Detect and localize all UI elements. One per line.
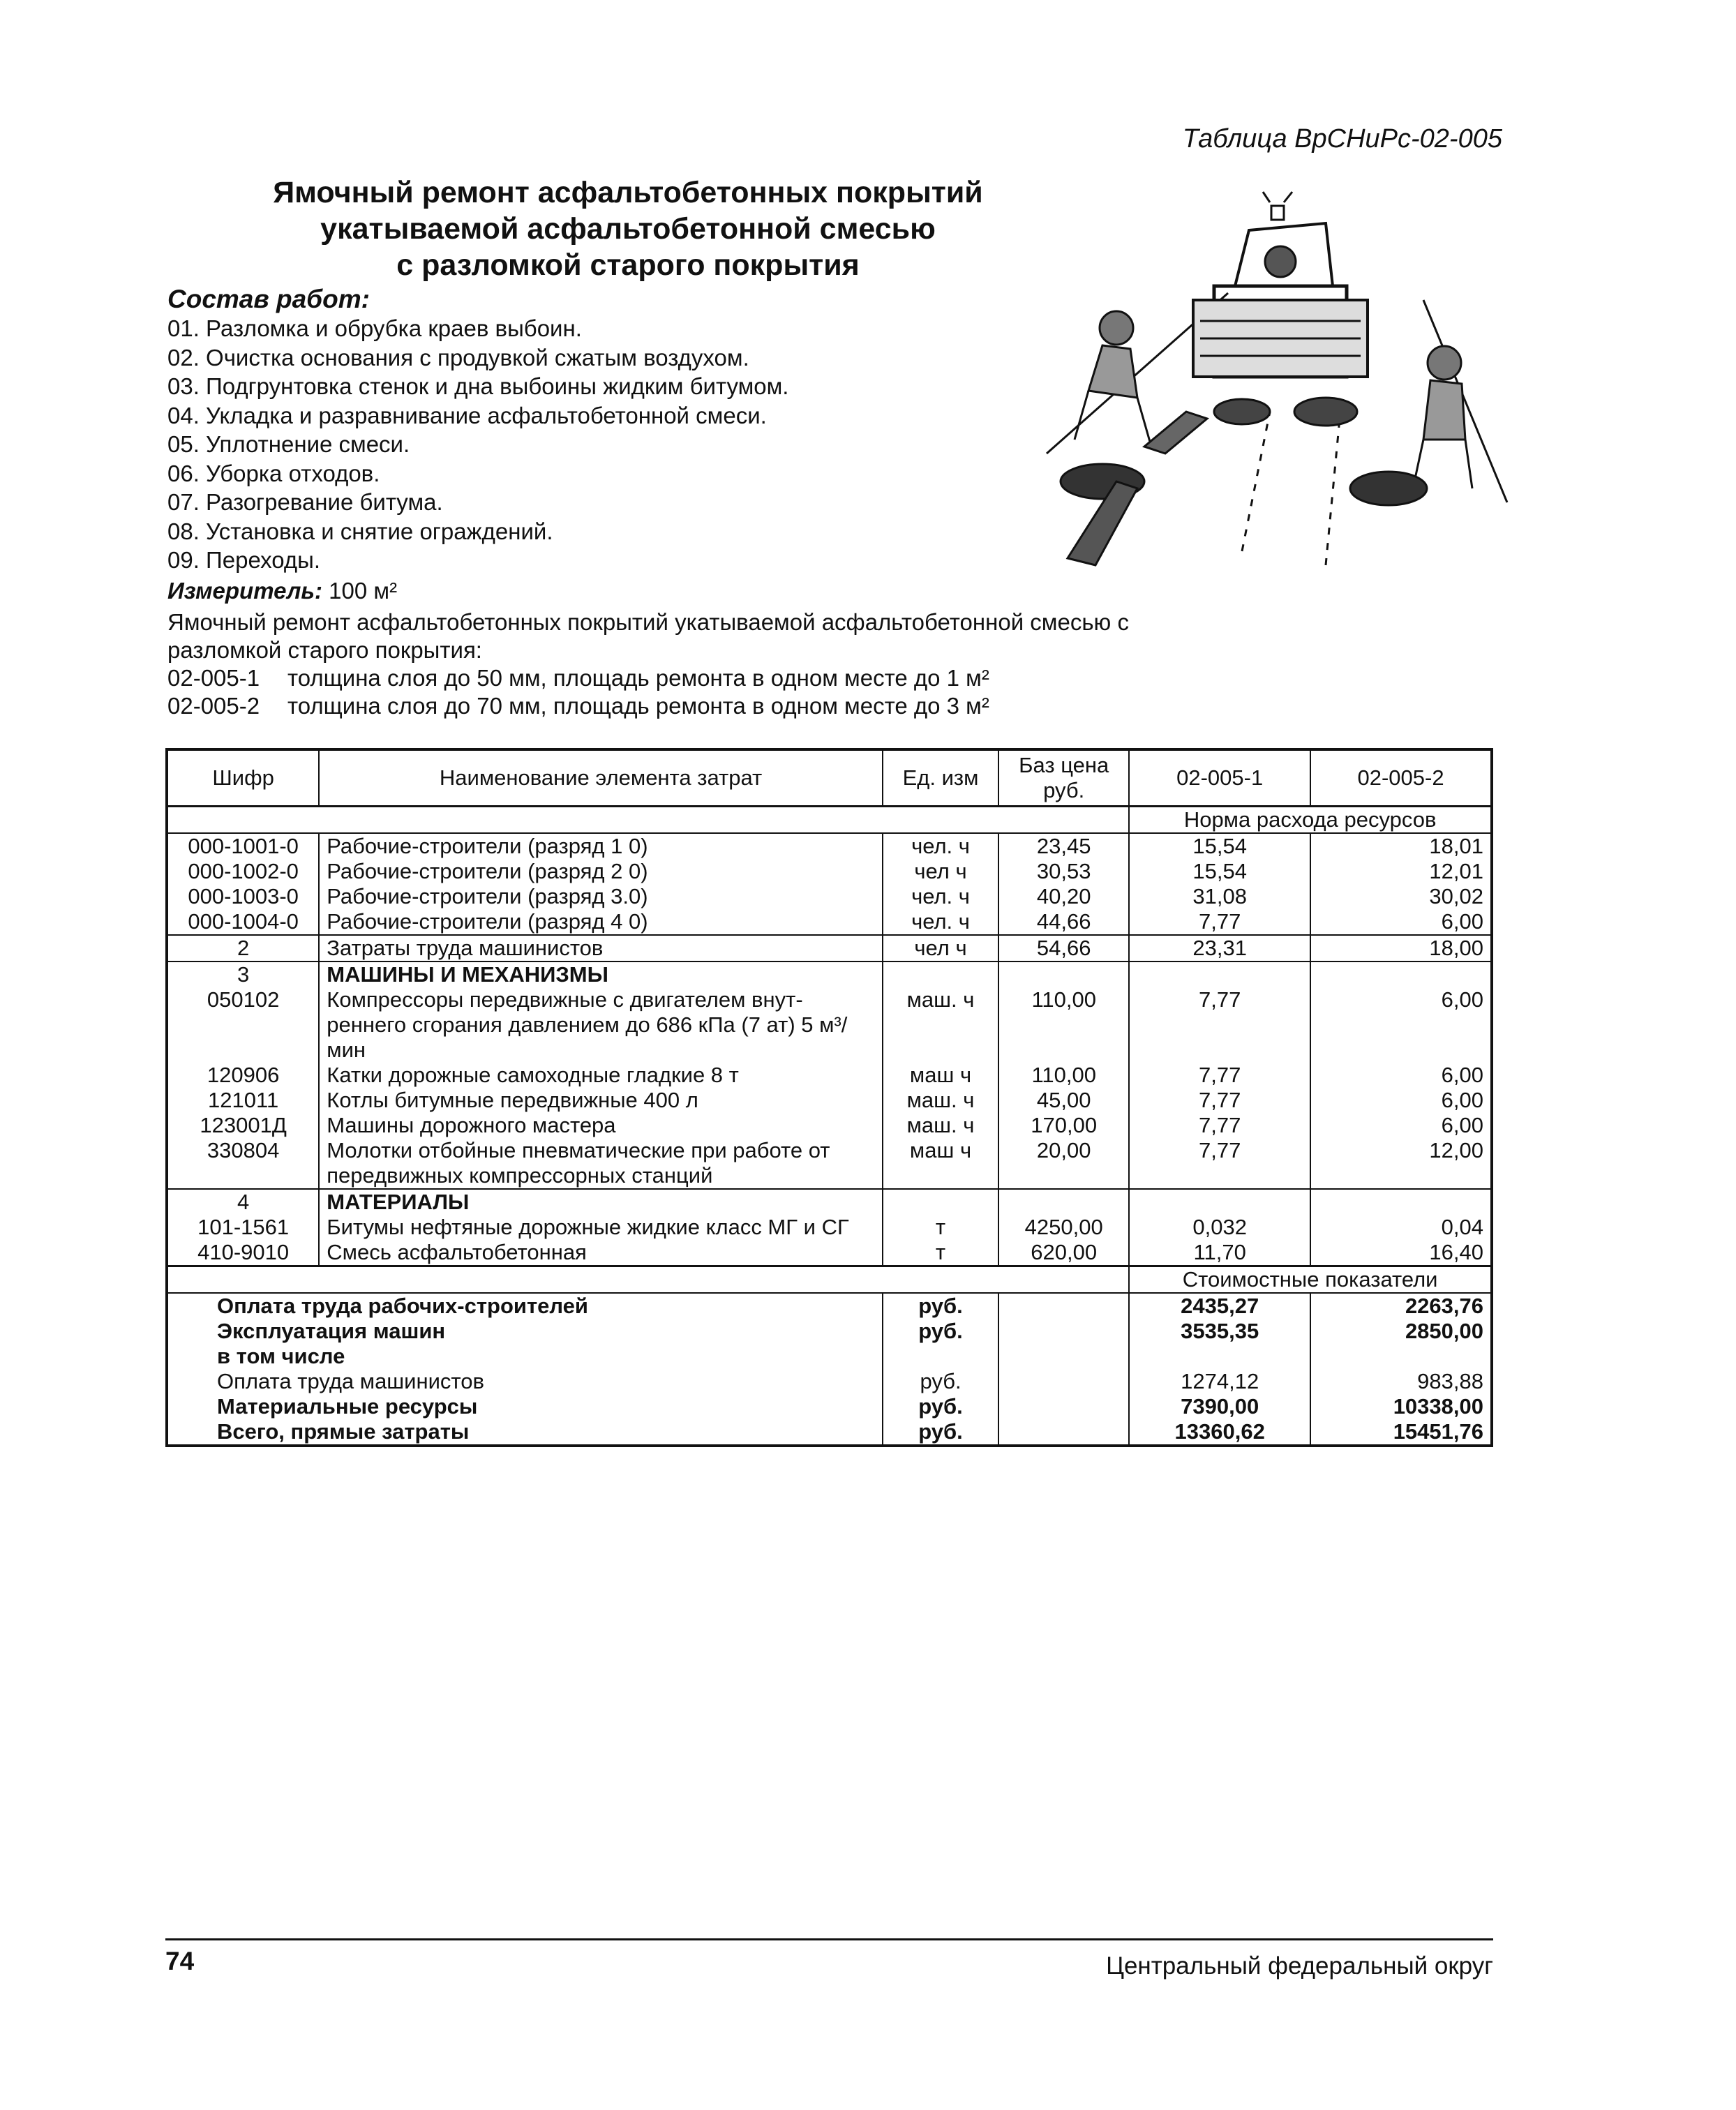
title-line-1: Ямочный ремонт асфальтобетонных покрытий	[273, 176, 983, 209]
table-row: 101-1561 Битумы нефтяные дорожные жидкие класс МГ и СГ т 4250,00 0,032 0,04	[167, 1215, 1492, 1240]
header-unit: Ед. изм	[883, 749, 998, 807]
variant-text: толщина слоя до 70 мм, площадь ремонта в одном месте до 3 м²	[287, 693, 989, 719]
work-item: 04. Укладка и разравнивание асфальтобетонной смеси.	[167, 402, 767, 428]
section-row: 4 МАТЕРИАЛЫ	[167, 1189, 1492, 1215]
cost-header-row	[167, 1266, 1492, 1294]
cost-row: Материальные ресурсы руб. 7390,00 10338,00	[167, 1394, 1492, 1419]
table-row: 330804 Молотки отбойные пневматические при работе от передвижных компрессорных станций маш ч 20,00 7,77 12,00	[167, 1138, 1492, 1189]
variant-text: толщина слоя до 50 мм, площадь ремонта в одном месте до 1 м²	[287, 665, 989, 691]
title-line-2: укатываемой асфальтобетонной смесью	[320, 212, 936, 246]
cost-row: Всего, прямые затраты руб. 13360,62 15451,76	[167, 1419, 1492, 1446]
work-item: 09. Переходы.	[167, 547, 320, 573]
variant-row	[167, 664, 1144, 692]
norm-header-row	[167, 807, 1492, 834]
header-price: Баз цена руб.	[998, 749, 1129, 807]
cost-row: Оплата труда машинистов руб. 1274,12 983,88	[167, 1369, 1492, 1394]
cost-header: Стоимостные показатели	[1129, 1266, 1492, 1294]
header-variant-2: 02-005-2	[1310, 749, 1492, 807]
section-row: 3 МАШИНЫ И МЕХАНИЗМЫ	[167, 962, 1492, 987]
work-item: 06. Уборка отходов.	[167, 460, 380, 486]
table-row: 000-1001-0 Рабочие-строители (разряд 1 0) чел. ч 23,45 15,54 18,01	[167, 833, 1492, 859]
norm-header: Норма расхода ресурсов	[1129, 807, 1492, 834]
meter-value: 100 м²	[329, 578, 398, 604]
table-row: 050102 Компрессоры передвижные с двигателем внут-реннего сгорания давлением до 686 кПа (7 ат) 5 м³/мин маш. ч 110,00 7,77 6,00	[167, 987, 1492, 1063]
description-block	[167, 608, 1144, 720]
region-footer: Центральный федеральный округ	[1106, 1952, 1493, 1980]
variant-code: 02-005-2	[167, 693, 260, 719]
table-label: Таблица ВрСНиРс-02-005	[1182, 124, 1502, 154]
work-list	[167, 314, 788, 575]
meter-label: Измеритель:	[167, 578, 322, 604]
work-item: 05. Уплотнение смеси.	[167, 431, 410, 457]
header-code: Шифр	[167, 749, 319, 807]
page-title	[160, 174, 1095, 283]
work-item: 08. Установка и снятие ограждений.	[167, 518, 553, 544]
work-item: 02. Очистка основания с продувкой сжатым воздухом.	[167, 344, 749, 371]
cost-table	[165, 748, 1493, 1447]
work-item: 07. Разогревание битума.	[167, 489, 443, 515]
table-row: 121011 Котлы битумные передвижные 400 л маш. ч 45,00 7,77 6,00	[167, 1088, 1492, 1113]
table-row: 2 Затраты труда машинистов чел ч 54,66 23,31 18,00	[167, 935, 1492, 962]
table-row: 123001Д Машины дорожного мастера маш. ч 170,00 7,77 6,00	[167, 1113, 1492, 1138]
road-repair-illustration	[1033, 188, 1514, 593]
variant-code: 02-005-1	[167, 665, 260, 691]
table-row: 000-1003-0 Рабочие-строители (разряд 3.0) чел. ч 40,20 31,08 30,02	[167, 884, 1492, 909]
meter-line	[167, 578, 397, 604]
work-item: 01. Разломка и обрубка краев выбоин.	[167, 315, 582, 341]
table-row: 410-9010 Смесь асфальтобетонная т 620,00 11,70 16,40	[167, 1240, 1492, 1266]
cost-row: в том числе	[167, 1344, 1492, 1369]
table-row: 000-1002-0 Рабочие-строители (разряд 2 0) чел ч 30,53 15,54 12,01	[167, 859, 1492, 884]
table-row: 000-1004-0 Рабочие-строители (разряд 4 0) чел. ч 44,66 7,77 6,00	[167, 909, 1492, 935]
variant-row	[167, 692, 1144, 720]
description-text: Ямочный ремонт асфальтобетонных покрытий укатываемой асфальтобетонной смесью с разломкой старого покрытия:	[167, 609, 1129, 663]
title-line-3: с разломкой старого покрытия	[396, 248, 860, 282]
work-composition-heading: Состав работ:	[167, 285, 370, 313]
page-number: 74	[165, 1947, 195, 1975]
header-variant-1: 02-005-1	[1129, 749, 1310, 807]
table-row: 120906 Катки дорожные самоходные гладкие 8 т маш ч 110,00 7,77 6,00	[167, 1063, 1492, 1088]
header-name: Наименование элемента затрат	[319, 749, 883, 807]
cost-row: Оплата труда рабочих-строителей руб. 2435,27 2263,76	[167, 1293, 1492, 1319]
footer-rule	[165, 1938, 1493, 1940]
work-item: 03. Подгрунтовка стенок и дна выбоины жидким битумом.	[167, 373, 789, 399]
table-header-row	[167, 749, 1492, 807]
cost-row: Эксплуатация машин руб. 3535,35 2850,00	[167, 1319, 1492, 1344]
